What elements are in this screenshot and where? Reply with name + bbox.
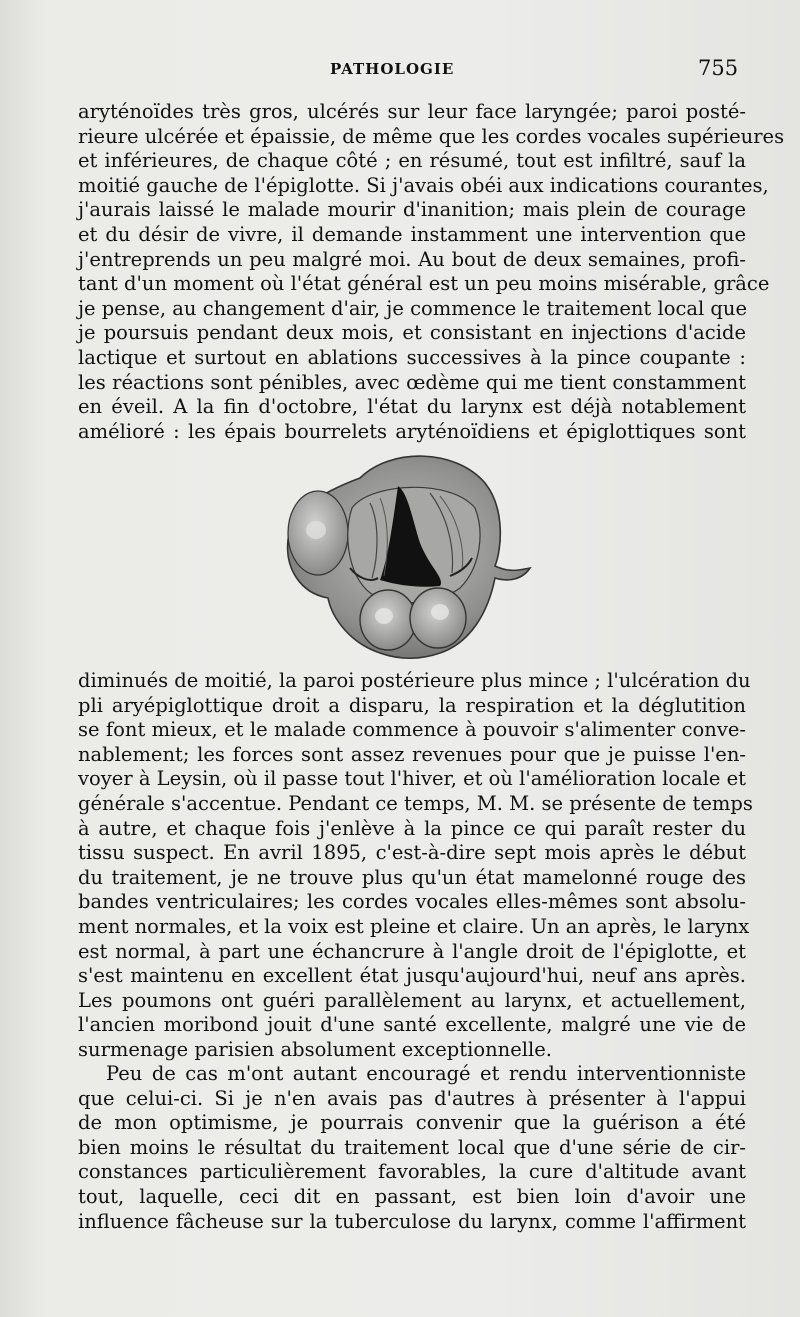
text-line: pli aryépiglottique droit a disparu, la respiration et la déglutition xyxy=(78,693,746,717)
text-line: à autre, et chaque fois j'enlève à la pince ce qui paraît rester du xyxy=(78,816,746,840)
text-line: l'ancien moribond jouit d'une santé excellente, malgré une vie de xyxy=(78,1013,746,1037)
text-line: surmenage parisien absolument exceptionnelle. xyxy=(78,1037,552,1061)
text-line: s'est maintenu en excellent état jusqu'aujourd'hui, neuf ans après. xyxy=(78,964,746,988)
text-line: diminués de moitié, la paroi postérieure plus mince ; l'ulcération du xyxy=(78,669,751,692)
text-line: Les poumons ont guéri parallèlement au larynx, et actuellement, xyxy=(78,988,746,1012)
text-line: tout, laquelle, ceci dit en passant, est bien loin d'avoir une xyxy=(78,1184,746,1208)
text-line: en éveil. A la fin d'octobre, l'état du larynx est déjà notablement xyxy=(78,395,746,419)
text-line: se font mieux, et le malade commence à pouvoir s'alimenter conve- xyxy=(78,718,746,742)
text-line: je pense, au changement d'air, je commence le traitement local que xyxy=(78,296,748,320)
text-line: j'aurais laissé le malade mourir d'inanition; mais plein de courage xyxy=(78,198,746,222)
text-line: rieure ulcérée et épaissie, de même que les cordes vocales supérieures xyxy=(78,124,785,148)
page-header xyxy=(0,56,800,86)
text-line: que celui-ci. Si je n'en avais pas d'autres à présenter à l'appui xyxy=(78,1086,746,1110)
text-line: constances particulièrement favorables, la cure d'altitude avant xyxy=(78,1160,746,1184)
larynx-illustration xyxy=(280,448,535,663)
paragraph-1 xyxy=(78,100,785,444)
text-line: tissu suspect. En avril 1895, c'est-à-dire sept mois après le début xyxy=(78,841,746,865)
text-line: Peu de cas m'ont autant encouragé et rendu interventionniste xyxy=(106,1062,746,1085)
text-line: nablement; les forces sont assez revenues pour que je puisse l'en- xyxy=(78,742,746,766)
text-line: moitié gauche de l'épiglotte. Si j'avais obéi aux indications courantes, xyxy=(78,173,769,197)
text-line: amélioré : les épais bourrelets aryténoïdiens et épiglottiques sont xyxy=(78,419,746,443)
larynx-drawing xyxy=(280,448,535,663)
text-line: les réactions sont pénibles, avec œdème qui me tient constamment xyxy=(78,370,746,394)
text-line: est normal, à part une échancrure à l'angle droit de l'épiglotte, et xyxy=(78,939,746,963)
text-line: générale s'accentue. Pendant ce temps, M. M. se présente de temps xyxy=(78,791,753,815)
text-line: je poursuis pendant deux mois, et consistant en injections d'acide xyxy=(78,321,746,345)
text-line: de mon optimisme, je pourrais convenir que la guérison a été xyxy=(78,1111,746,1135)
text-line: du traitement, je ne trouve plus qu'un état mamelonné rouge des xyxy=(78,865,746,889)
text-line: lactique et surtout en ablations successives à la pince coupante : xyxy=(78,345,746,369)
paragraph-3 xyxy=(78,1062,746,1234)
text-line: bien moins le résultat du traitement local que d'une série de cir- xyxy=(78,1135,746,1159)
paragraph-2 xyxy=(78,669,753,1063)
text-line: aryténoïdes très gros, ulcérés sur leur face laryngée; paroi posté- xyxy=(78,100,746,123)
text-line: influence fâcheuse sur la tuberculose du larynx, comme l'affirment xyxy=(78,1209,746,1233)
text-line: bandes ventriculaires; les cordes vocales elles-mêmes sont absolu- xyxy=(78,890,746,914)
text-line: ment normales, et la voix est pleine et claire. Un an après, le larynx xyxy=(78,914,750,938)
text-line: j'entreprends un peu malgré moi. Au bout de deux semaines, profi- xyxy=(78,247,746,271)
text-line: tant d'un moment où l'état général est un peu moins misérable, grâce xyxy=(78,272,770,296)
text-line: et du désir de vivre, il demande instamment une intervention que xyxy=(78,222,746,246)
page-number: 755 xyxy=(698,56,739,80)
text-line: voyer à Leysin, où il passe tout l'hiver, et où l'amélioration locale et xyxy=(78,767,747,791)
running-head: PATHOLOGIE xyxy=(330,60,455,78)
text-line: et inférieures, de chaque côté ; en résumé, tout est infiltré, sauf la xyxy=(78,149,746,173)
